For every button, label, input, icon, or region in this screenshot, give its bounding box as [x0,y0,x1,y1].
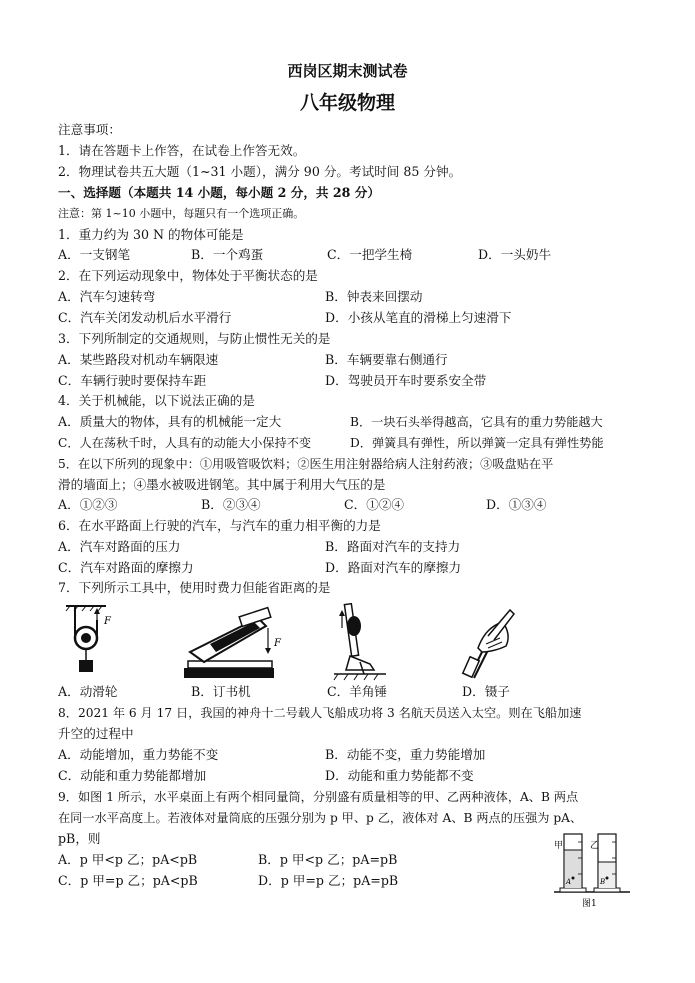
q3-stem: 3．下列所制定的交通规则，与防止惯性无关的是 [58,331,331,346]
q8-option-b: B．动能不变，重力势能增加 [325,747,486,762]
q3-option-b: B．车辆要靠右侧通行 [325,352,448,367]
q9-option-d: D．p 甲=p 乙；pA=pB [258,873,399,888]
figure1-label-yi: 乙 [590,841,600,851]
q5-option-a: A．①②③ [58,497,118,512]
q7-option-d: D．镊子 [462,684,510,699]
q4-option-a: A．质量大的物体，具有的机械能一定大 [58,414,282,429]
q9-stem-line2: 在同一水平高度上。若液体对量筒底的压强分别为 p 甲、p 乙，液体对 A、B 两点的压强为 pA、 [58,811,583,825]
q8-stem-line2: 升空的过程中 [58,726,134,741]
q6-option-c: C．汽车对路面的摩擦力 [58,560,194,575]
claw-hammer-figure [330,600,390,682]
q4-option-c: C．人在荡秋千时，人具有的动能大小保持不变 [58,436,312,450]
q9-stem-line1: 9．如图 1 所示，水平桌面上有两个相同量筒，分别盛有质量相等的甲、乙两种液体，A、B 两点 [58,790,579,804]
q8-option-d: D．动能和重力势能都不变 [325,768,474,783]
q4-option-d: D．弹簧具有弹性，所以弹簧一定具有弹性势能 [350,436,604,450]
q1-option-a: A．一支钢笔 [58,247,131,262]
q7-option-a: A．动滑轮 [58,684,118,699]
q9-option-b: B．p 甲<p 乙；pA=pB [258,852,398,867]
q7-option-c: C．羊角锤 [327,684,388,699]
q2-stem: 2．在下列运动现象中，物体处于平衡状态的是 [58,268,318,283]
q4-option-b: B．一块石头举得越高，它具有的重力势能越大 [350,415,603,429]
q5-stem-line1: 5．在以下所列的现象中：①用吸管吸饮料；②医生用注射器给病人注射药液；③吸盘贴在平 [58,457,554,471]
q6-option-a: A．汽车对路面的压力 [58,539,181,554]
q5-option-c: C．①②④ [344,497,405,512]
stapler-force-label: F [274,638,281,649]
q2-option-b: B．钟表来回摆动 [325,289,423,304]
tweezers-figure [448,602,518,682]
figure1-caption: 图1 [582,899,597,909]
q2-option-a: A．汽车匀速转弯 [58,289,156,304]
q6-stem: 6．在水平路面上行驶的汽车，与汽车的重力相平衡的力是 [58,518,381,533]
q3-option-d: D．驾驶员开车时要系安全带 [325,373,487,388]
notice-item-1: 1．请在答题卡上作答，在试卷上作答无效。 [58,143,306,158]
q2-option-d: D．小孩从笔直的滑梯上匀速滑下 [325,310,512,325]
section1-heading: 一、选择题（本题共 14 小题，每小题 2 分，共 28 分） [58,185,380,200]
q3-option-c: C．车辆行驶时要保持车距 [58,373,207,388]
q9-option-a: A．p 甲<p 乙；pA<pB [58,852,198,867]
q8-stem-line1: 8．2021 年 6 月 17 日，我国的神舟十二号载人飞船成功将 3 名航天员送入太空。则在飞船加速 [58,706,582,720]
q6-option-d: D．路面对汽车的摩擦力 [325,560,462,575]
notice-heading: 注意事项： [58,122,121,137]
q9-option-c: C．p 甲=p 乙；pA<pB [58,873,198,888]
q5-option-b: B．②③④ [201,497,261,512]
pulley-figure [62,602,132,682]
figure1-label-b: B [600,878,606,886]
q9-stem-line3: pB，则 [58,831,101,846]
q7-option-b: B．订书机 [191,684,251,699]
section1-note: 注意：第 1~10 小题中，每题只有一个选项正确。 [58,207,305,220]
q8-option-a: A．动能增加，重力势能不变 [58,747,219,762]
figure1-label-jia: 甲 [554,841,564,851]
school-title: 西岗区期末测试卷 [287,62,408,80]
q2-option-c: C．汽车关闭发动机后水平滑行 [58,310,232,325]
q5-stem-line2: 滑的墙面上；④墨水被吸进钢笔。其中属于利用大气压的是 [58,477,386,492]
q1-option-c: C．一把学生椅 [327,247,413,262]
q5-option-d: D．①③④ [486,497,547,512]
q1-option-b: B．一个鸡蛋 [191,247,264,262]
subject-title: 八年级物理 [299,92,395,114]
q1-stem: 1．重力约为 30 N 的物体可能是 [58,227,244,242]
q7-stem: 7．下列所示工具中，使用时费力但能省距离的是 [58,580,331,595]
notice-item-2: 2．物理试卷共五大题（1~31 小题），满分 90 分。考试时间 85 分钟。 [58,164,462,179]
stapler-figure [180,606,290,684]
q1-option-d: D．一头奶牛 [478,247,552,262]
figure1-label-a: A [566,878,572,886]
q4-stem: 4．关于机械能，以下说法正确的是 [58,393,255,408]
pulley-force-label: F [104,616,111,627]
q3-option-a: A．某些路段对机动车辆限速 [58,352,219,367]
q6-option-b: B．路面对汽车的支持力 [325,539,461,554]
figure1-cylinders [552,828,632,910]
q8-option-c: C．动能和重力势能都增加 [58,768,207,783]
